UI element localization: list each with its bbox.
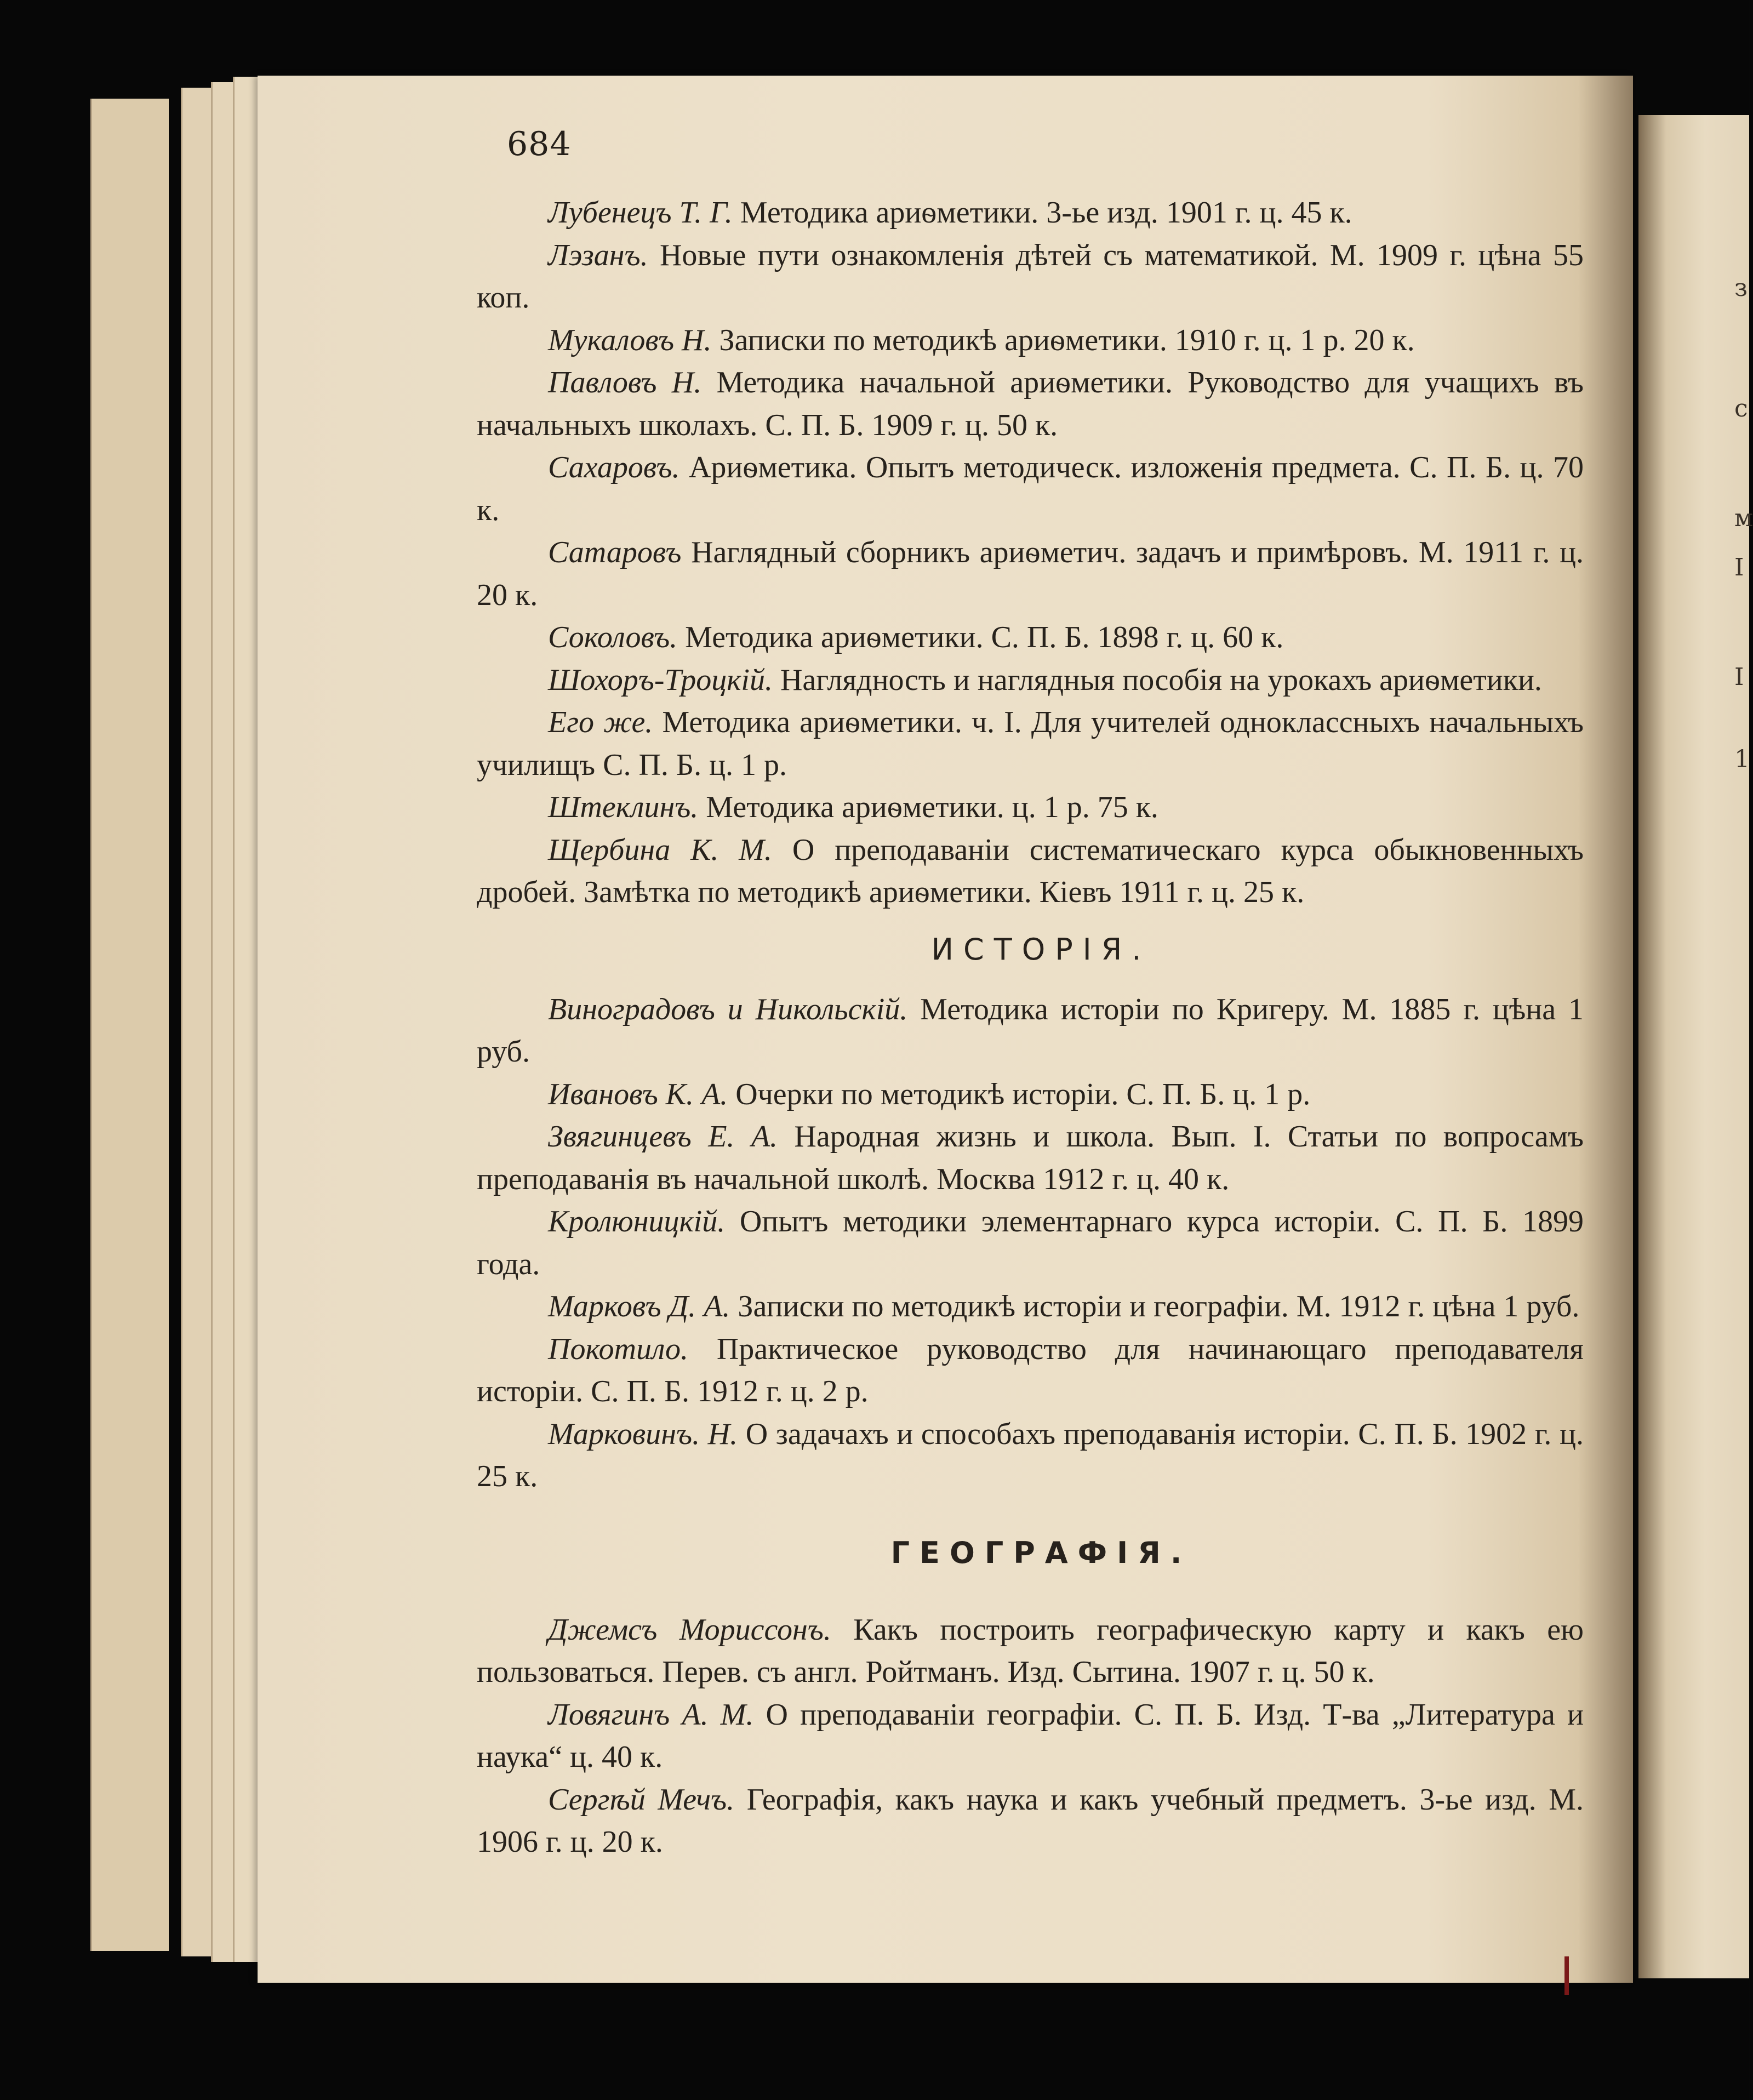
- entry-text: Методика начальной ариѳметики. Руководство для учащихъ въ начальныхъ школахъ. С. П. Б. 1909 г. ц. 50 к.: [477, 366, 1584, 442]
- entry-author: Сатаровъ: [548, 535, 682, 569]
- entry-author: Его же.: [548, 705, 653, 739]
- entry-author: Звягинцевъ Е. А.: [548, 1120, 778, 1154]
- entry-text: Наглядный сборникъ ариѳметич. задачъ и примѣровъ. М. 1911 г. ц. 20 к.: [477, 535, 1584, 612]
- entry-text: Очерки по методикѣ исторіи. С. П. Б. ц. 1 р.: [728, 1077, 1311, 1111]
- section: [477, 1520, 1584, 1864]
- bibliography-entry: [477, 235, 1584, 319]
- entry-text: Опытъ методики элементарнаго курса исторіи. С. П. Б. 1899 года.: [477, 1205, 1584, 1281]
- bibliography-entry: [477, 786, 1584, 829]
- facing-page: [1638, 115, 1753, 1978]
- section: [477, 917, 1584, 1498]
- entry-text: Методика ариѳметики. 3-ье изд. 1901 г. ц. 45 к.: [732, 196, 1352, 230]
- bookmark-ribbon: [1564, 1956, 1569, 1995]
- entry-author: Шохоръ-Троцкій.: [548, 663, 773, 697]
- entry-text: Записки по методикѣ ариѳметики. 1910 г. ц. 1 р. 20 к.: [711, 323, 1415, 357]
- bibliography: [477, 192, 1584, 1864]
- entry-author: Щербина К. М.: [548, 832, 772, 867]
- entry-author: Лэзанъ.: [548, 238, 648, 272]
- bibliography-entry: [477, 192, 1584, 235]
- page-edge: [90, 99, 169, 1951]
- bibliography-entry: [477, 1201, 1584, 1286]
- bibliography-entry: [477, 447, 1584, 532]
- facing-page-fragment: I: [1734, 663, 1744, 691]
- entry-text: Наглядность и наглядныя пособія на урокахъ ариѳметики.: [772, 663, 1542, 697]
- section-heading: ГЕОГРАФІЯ.: [890, 1535, 1192, 1570]
- entry-author: Штеклинъ.: [548, 790, 699, 824]
- bibliography-entry: [477, 319, 1584, 362]
- bibliography-entry: [477, 1609, 1584, 1694]
- bibliography-entry: [477, 701, 1584, 786]
- section: [477, 192, 1584, 914]
- bibliography-entry: [477, 659, 1584, 702]
- facing-page-fragment: I: [1734, 553, 1744, 581]
- facing-page-fragment: м: [1734, 504, 1753, 532]
- entry-author: Ивановъ К. А.: [548, 1077, 728, 1111]
- bibliography-entry: [477, 1286, 1584, 1328]
- facing-page-fragment: з: [1734, 274, 1748, 302]
- entry-author: Джемсъ Мориссонъ.: [548, 1612, 831, 1647]
- bibliography-entry: [477, 362, 1584, 447]
- bibliography-entry: [477, 989, 1584, 1074]
- facing-page-fragment: 1: [1734, 745, 1750, 773]
- entry-author: Соколовъ.: [548, 620, 678, 654]
- entry-text: О преподаваніи систематическаго курса обыкновенныхъ дробей. Замѣтка по методикѣ ариѳметики. Кіевъ 1911 г. ц. 25 к.: [477, 832, 1584, 909]
- entry-author: Ловягинъ А. М.: [548, 1697, 754, 1732]
- entry-author: Мукаловъ Н.: [548, 323, 712, 357]
- bibliography-entry: [477, 1694, 1584, 1779]
- entry-author: Виноградовъ и Никольскій.: [548, 992, 908, 1026]
- entry-author: Кролюницкій.: [548, 1205, 726, 1239]
- bibliography-entry: [477, 1413, 1584, 1498]
- entry-text: Народная жизнь и школа. Вып. I. Статьи по вопросамъ преподаванія въ начальной школѣ. Москва 1912 г. ц. 40 к.: [477, 1120, 1584, 1196]
- bibliography-entry: [477, 1116, 1584, 1201]
- facing-page-fragment: c: [1734, 395, 1748, 423]
- bibliography-entry: [477, 617, 1584, 659]
- entry-author: Сахаровъ.: [548, 450, 680, 484]
- entry-text: Какъ построить географическую карту и какъ ею пользоваться. Перев. съ англ. Ройтманъ. Изд. Сытина. 1907 г. ц. 50 к.: [477, 1612, 1584, 1689]
- bibliography-entry: [477, 829, 1584, 914]
- bibliography-entry: [477, 1074, 1584, 1116]
- entry-text: О задачахъ и способахъ преподаванія исторіи. С. П. Б. 1902 г. ц. 25 к.: [477, 1417, 1584, 1493]
- entry-text: Ариѳметика. Опытъ методическ. изложенія предмета. С. П. Б. ц. 70 к.: [477, 450, 1584, 527]
- entry-text: Практическое руководство для начинающаго преподавателя исторіи. С. П. Б. 1912 г. ц. 2 р.: [477, 1332, 1584, 1408]
- entry-author: Лубенецъ Т. Г.: [548, 196, 733, 230]
- entry-text: Методика исторіи по Кригеру. М. 1885 г. цѣна 1 руб.: [477, 992, 1584, 1069]
- bibliography-entry: [477, 532, 1584, 617]
- entry-text: Методика ариѳметики. ч. I. Для учителей одноклассныхъ начальныхъ училищъ С. П. Б. ц. 1 р.: [477, 705, 1584, 782]
- entry-author: Павловъ Н.: [548, 366, 702, 400]
- bibliography-entry: [477, 1328, 1584, 1413]
- entry-text: Записки по методикѣ исторіи и географіи. М. 1912 г. цѣна 1 руб.: [730, 1289, 1580, 1323]
- entry-author: Покотило.: [548, 1332, 689, 1366]
- entry-text: Географія, какъ наука и какъ учебный предметъ. 3-ье изд. М. 1906 г. ц. 20 к.: [477, 1782, 1584, 1859]
- page-number: 684: [507, 125, 572, 163]
- entry-text: О преподаваніи географіи. С. П. Б. Изд. Т-ва „Литература и наука“ ц. 40 к.: [477, 1697, 1584, 1774]
- entry-author: Сергѣй Мечъ.: [548, 1782, 735, 1817]
- entry-text: Методика ариѳметики. С. П. Б. 1898 г. ц. 60 к.: [677, 620, 1284, 654]
- entry-text: Новые пути ознакомленія дѣтей съ математикой. М. 1909 г. цѣна 55 коп.: [477, 238, 1584, 315]
- bibliography-entry: [477, 1779, 1584, 1864]
- section-heading: ИСТОРІЯ.: [931, 932, 1151, 967]
- entry-author: Марковъ Д. А.: [548, 1289, 730, 1323]
- entry-text: Методика ариѳметики. ц. 1 р. 75 к.: [698, 790, 1158, 824]
- entry-author: Марковинъ. Н.: [548, 1417, 738, 1451]
